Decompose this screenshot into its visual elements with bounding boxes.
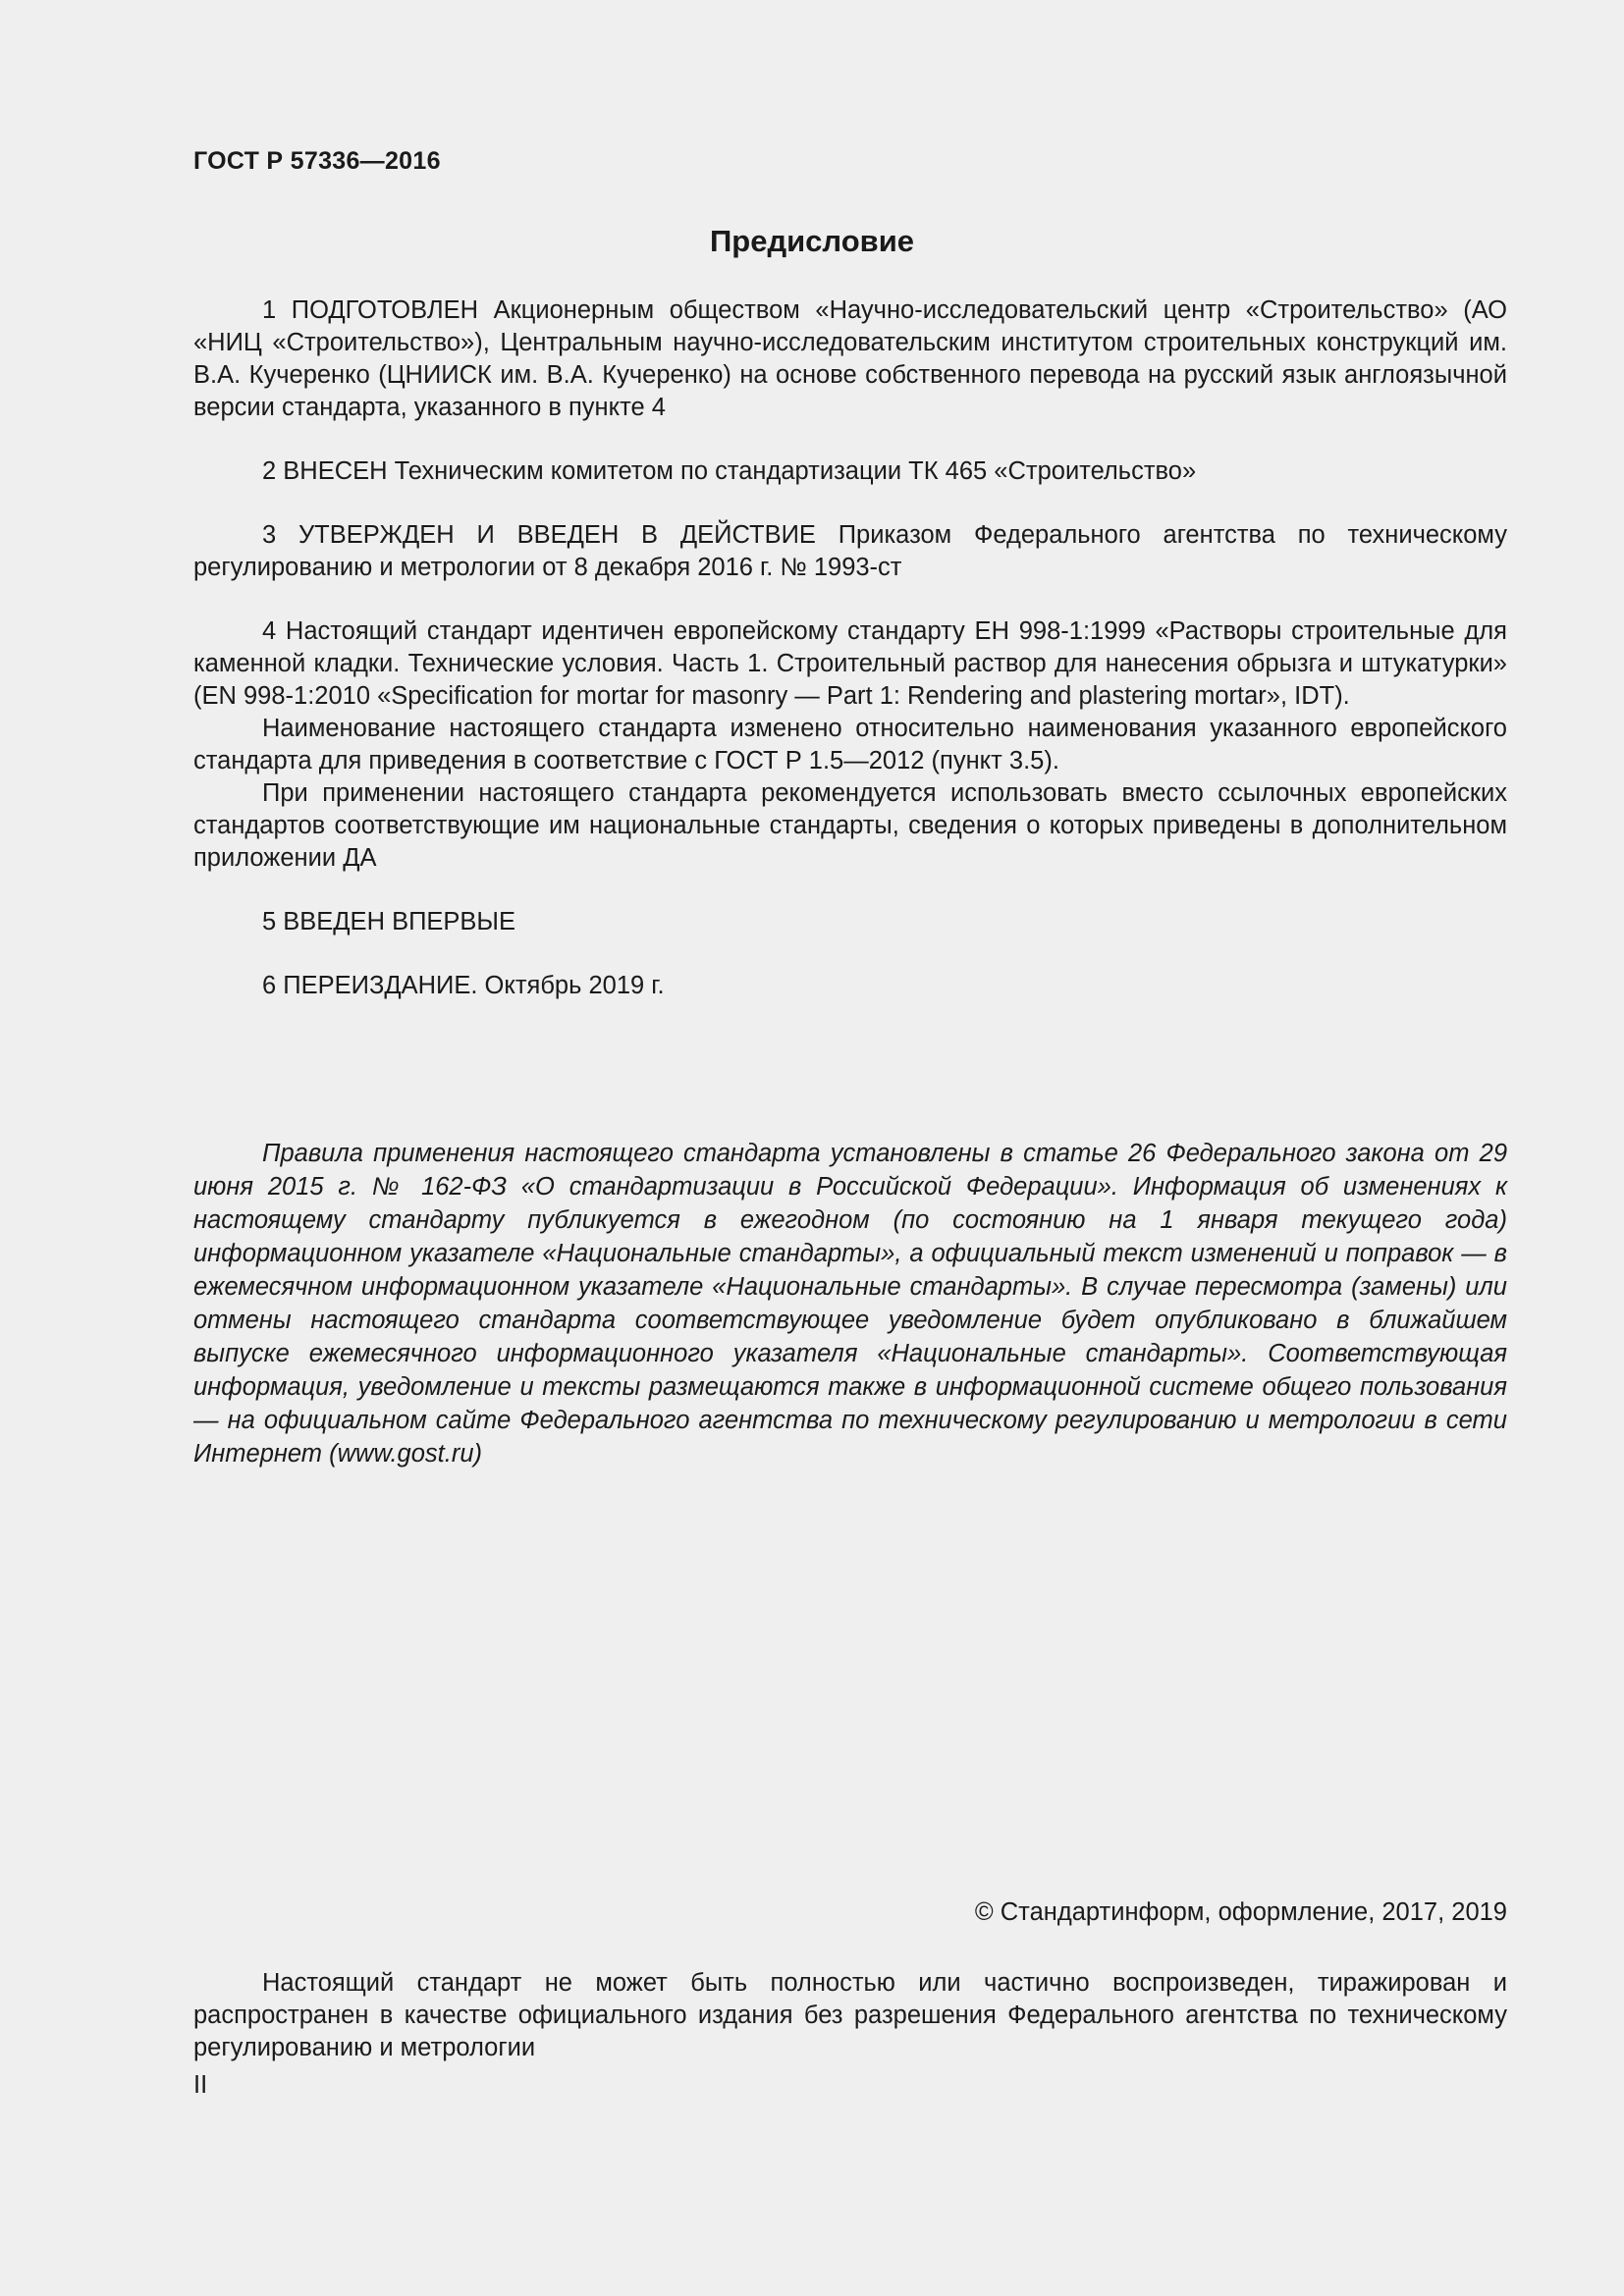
copyright-line: © Стандартинформ, оформление, 2017, 2019: [974, 1898, 1507, 1926]
foreword-item-5: 5 ВВЕДЕН ВПЕРВЫЕ: [262, 908, 516, 935]
foreword-item-3: 3 УТВЕРЖДЕН И ВВЕДЕН В ДЕЙСТВИЕ Приказом Федерального агентства по техническому регулированию и метрологии от 8 декабря 2016 г. № 1993-ст: [193, 521, 1507, 581]
application-rules-notice: [193, 1137, 1507, 1470]
notice-text: Правила применения настоящего стандарта установлены в статье 26 Федерального закона от 29 июня 2015 г. № 162-ФЗ «О стандартизации в Российской Федерации». Информация об изменениях к настоящему стандарту публикуется в ежегодном (по состоянию на 1 января текущего года) информационном указателе «Национальные стандарты», а официальный текст изменений и поправок — в ежемесячном информационном указателе «Национальные стандарты». В случае пересмотра (замены) или отмены настоящего стандарта соответствующее уведомление будет опубликовано в ближайшем выпуске ежемесячного информационного указателя «Национальные стандарты». Соответствующая информация, уведомление и тексты размещаются также в информационной системе общего пользования — на официальном сайте Федерального агентства по техническому регулированию и метрологии в сети Интернет (www.gost.ru): [193, 1140, 1507, 1468]
foreword-item-4-name-note: Наименование настоящего стандарта изменено относительно наименования указанного европейского стандарта для приведения в соответствие с ГОСТ Р 1.5—2012 (пункт 3.5).: [193, 715, 1507, 774]
foreword-item-2: 2 ВНЕСЕН Техническим комитетом по стандартизации ТК 465 «Строительство»: [262, 457, 1197, 485]
reproduction-rights: [193, 1967, 1507, 2064]
foreword-item-1: 1 ПОДГОТОВЛЕН Акционерным обществом «Научно-исследовательский центр «Строительство» (АО «НИЦ «Строительство»), Центральным научно-исследовательским институтом строительных конструкций им. В.А. Кучеренко (ЦНИИСК им. В.А. Кучеренко) на основе собственного перевода на русский язык англоязычной версии стандарта, указанного в пункте 4: [193, 296, 1507, 421]
page-title: Предисловие: [709, 224, 914, 258]
foreword-item-4-reference-note: При применении настоящего стандарта рекомендуется использовать вместо ссылочных европейских стандартов соответствующие им национальные стандарты, сведения о которых приведены в дополнительном приложении ДА: [193, 779, 1507, 872]
foreword-item-4: 4 Настоящий стандарт идентичен европейскому стандарту ЕН 998-1:1999 «Растворы строительные для каменной кладки. Технические условия. Часть 1. Строительный раствор для нанесения обрызга и штукатурки» (EN 998-1:2010 «Specification for mortar for masonry — Part 1: Rendering and plastering mortar», IDT).: [193, 617, 1507, 710]
foreword-body: [193, 294, 1507, 1002]
page-number: II: [193, 2071, 208, 2099]
document-code: ГОСТ Р 57336—2016: [193, 147, 441, 175]
rights-text: Настоящий стандарт не может быть полностью или частично воспроизведен, тиражирован и распространен в качестве официального издания без разрешения Федерального агентства по техническому регулированию и метрологии: [193, 1969, 1507, 2061]
foreword-item-6: 6 ПЕРЕИЗДАНИЕ. Октябрь 2019 г.: [262, 972, 665, 999]
